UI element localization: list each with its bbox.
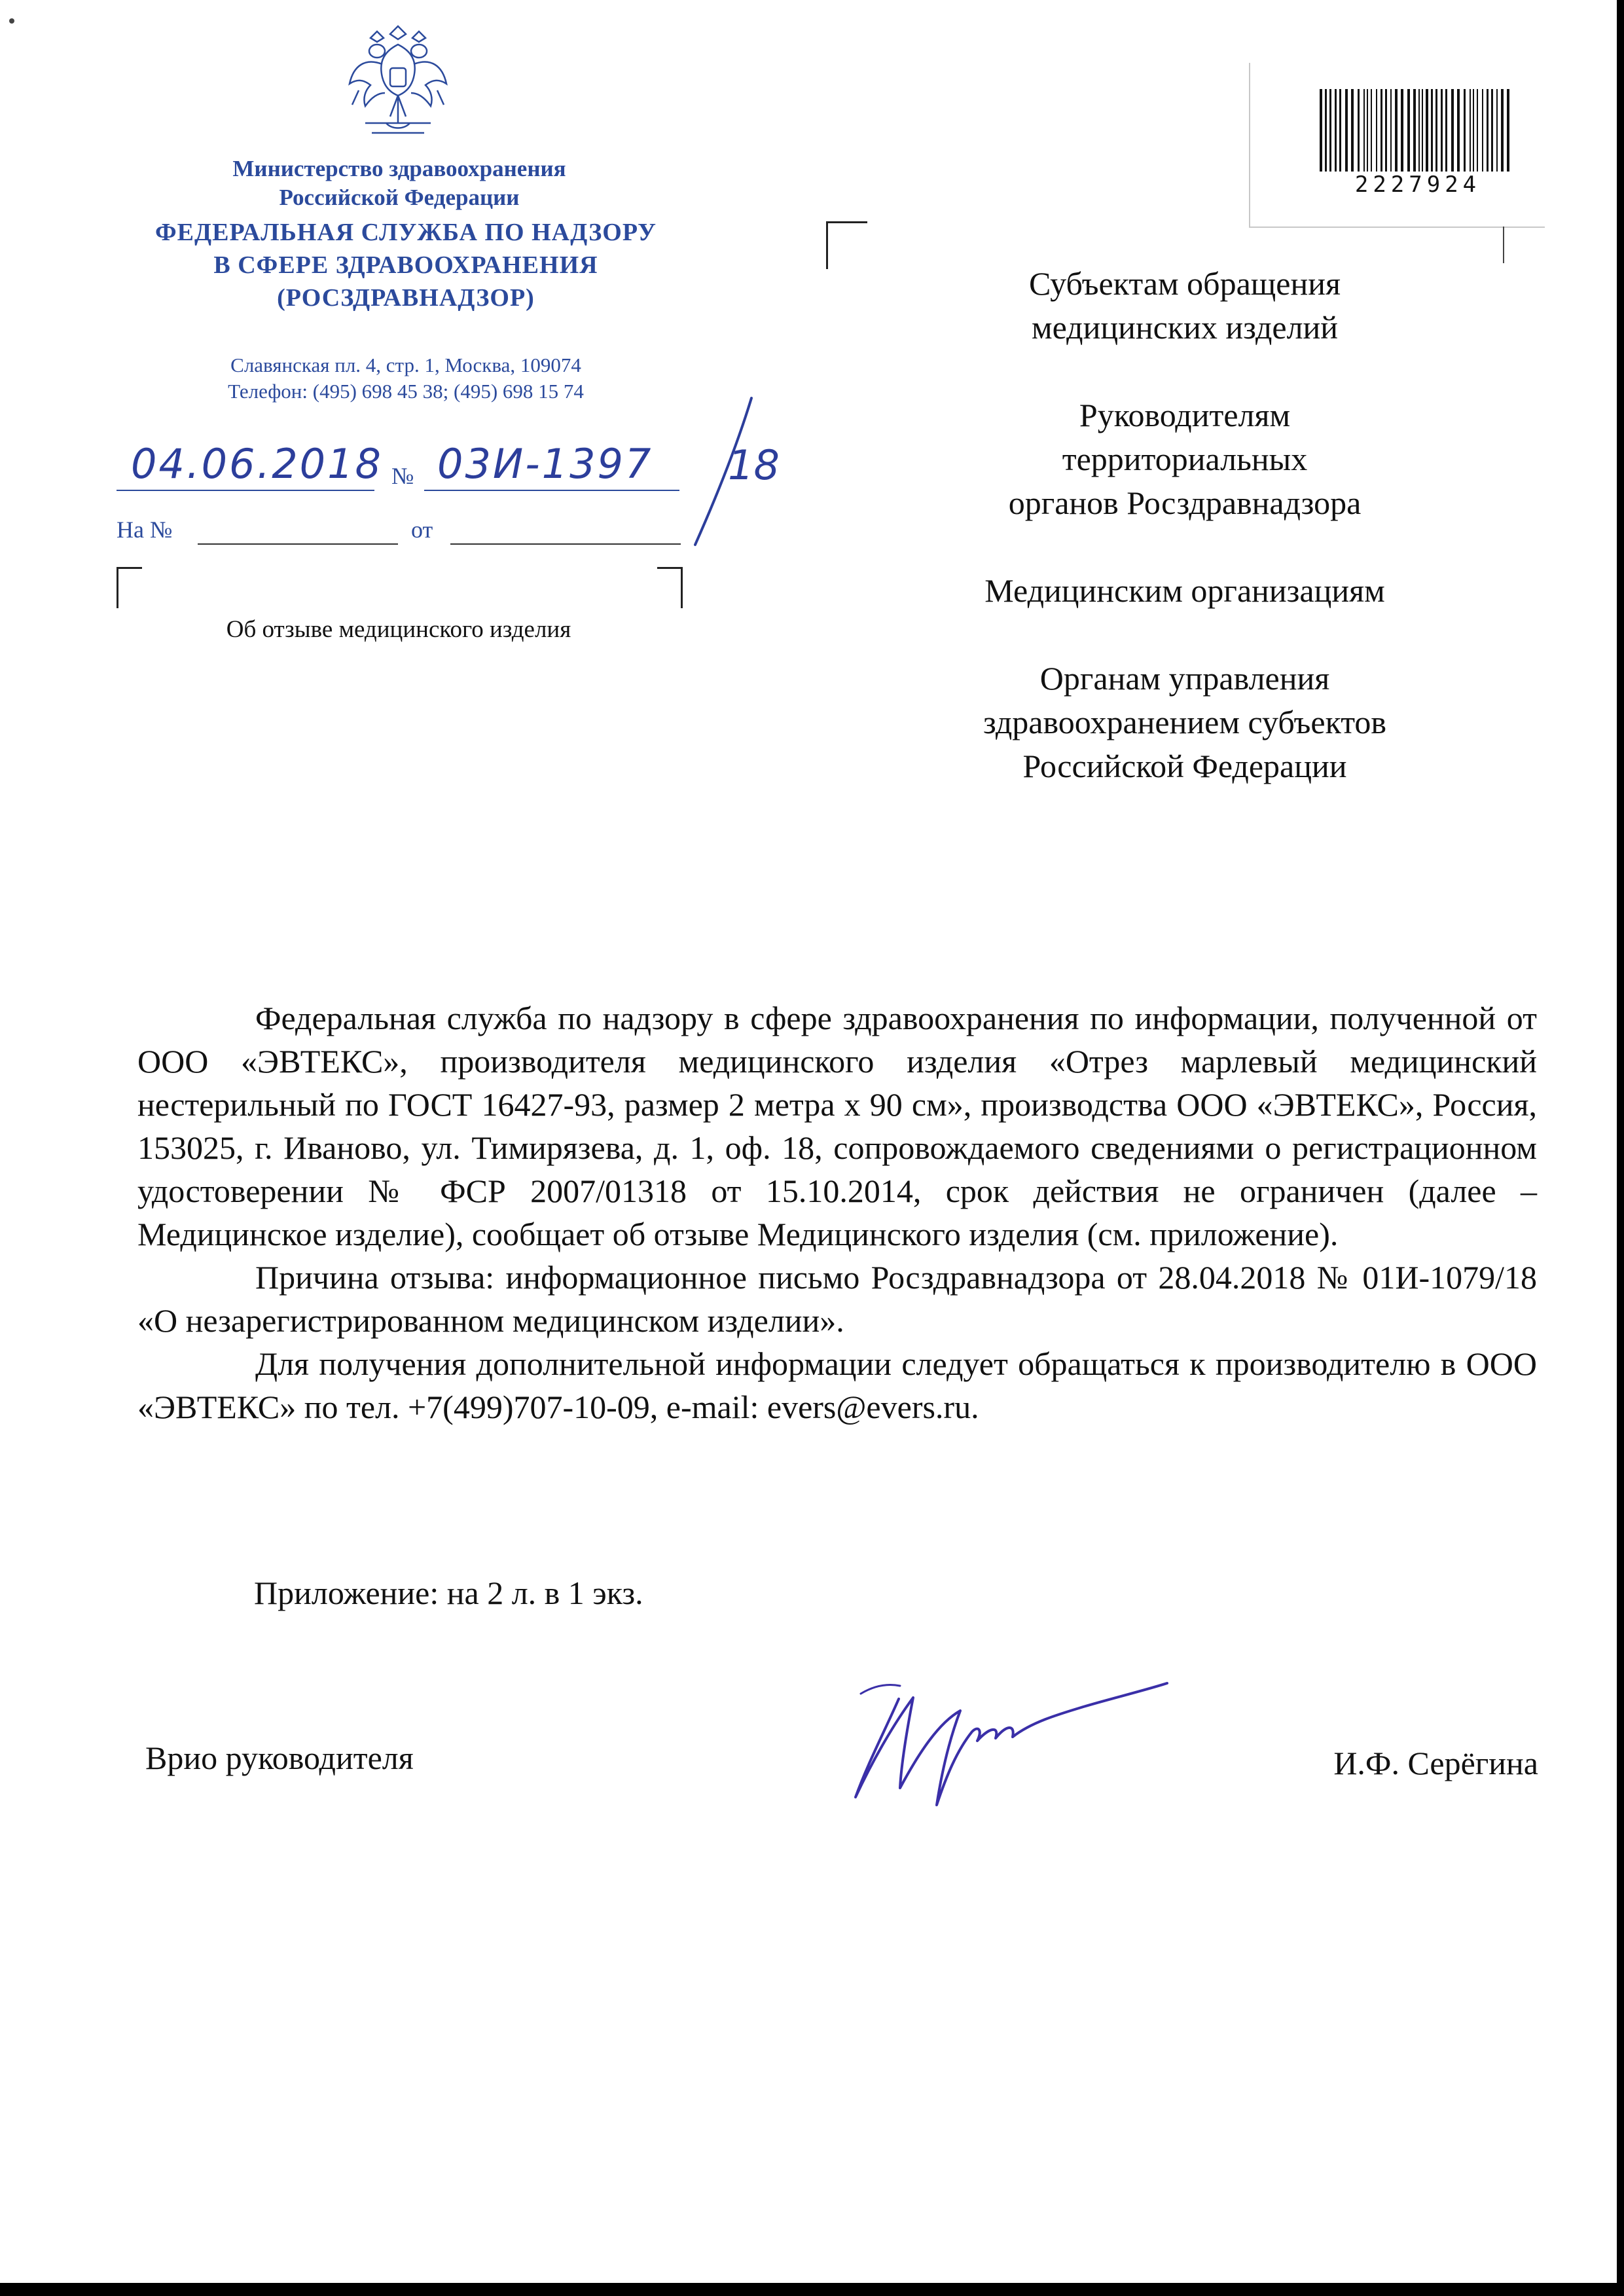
ministry-line: Министерство здравоохранения <box>232 156 566 181</box>
barcode-bar <box>1445 89 1447 172</box>
barcode-bar <box>1431 89 1433 172</box>
barcode-bar <box>1401 89 1403 172</box>
handwritten-signature <box>821 1660 1168 1817</box>
barcode-bar <box>1477 89 1478 172</box>
barcode-bar <box>1413 89 1416 172</box>
barcode-bar <box>1385 89 1387 172</box>
letterhead-address: Славянская пл. 4, стр. 1, Москва, 109074 <box>230 354 581 376</box>
subject-bracket-left <box>117 567 142 608</box>
addressee-bracket-right <box>1503 227 1504 263</box>
reply-to-label: На № <box>117 517 173 543</box>
attachment-note: Приложение: на 2 л. в 1 экз. <box>254 1575 643 1611</box>
barcode-bar <box>1441 89 1443 172</box>
double-headed-eagle-emblem-icon <box>346 25 450 144</box>
barcode-bar <box>1426 89 1428 172</box>
signer-name: И.Ф. Серёгина <box>1333 1745 1538 1781</box>
barcode-bar <box>1395 89 1398 172</box>
addressee-line: органов Росздравнадзора <box>1008 484 1362 521</box>
barcode-bar <box>1376 89 1377 172</box>
barcode-bar <box>1470 89 1471 172</box>
letterhead-phone: Телефон: (495) 698 45 38; (495) 698 15 74 <box>228 380 584 403</box>
addressee-group <box>910 657 1460 788</box>
body-paragraph: Для получения дополнительной информации следует обращаться к производителю в ООО «ЭВТЕКС» по тел. +7(499)707-10-09, e-mail: evers@evers.ru. <box>137 1345 1537 1425</box>
barcode-bar <box>1457 89 1460 172</box>
barcode-bar <box>1325 89 1327 172</box>
service-line: (РОСЗДРАВНАДЗОР) <box>277 284 535 312</box>
barcode-bar <box>1473 89 1474 172</box>
addressee-line: Субъектам обращения <box>1029 265 1341 302</box>
addressee-line: здравоохранением субъектов <box>983 704 1387 740</box>
registration-number-line <box>424 490 679 491</box>
barcode-bar <box>1363 89 1365 172</box>
barcode-bar <box>1335 89 1337 172</box>
registration-date-line <box>117 490 374 491</box>
ministry-line: Российской Федерации <box>279 185 520 210</box>
addressee-group <box>910 393 1460 525</box>
addressee-line: Органам управления <box>1039 660 1330 697</box>
addressee-block <box>910 262 1460 788</box>
addressee-bracket-left <box>826 221 867 269</box>
body-paragraph: Причина отзыва: информационное письмо Росздравнадзора от 28.04.2018 № 01И-1079/18 «О незарегистрированном медицинском изделии». <box>137 1259 1537 1339</box>
scan-edge-right <box>1617 0 1624 2296</box>
barcode-bar <box>1345 89 1348 172</box>
barcode-bar <box>1329 89 1331 172</box>
registration-year-suffix: 18 <box>728 441 780 489</box>
service-line: ФЕДЕРАЛЬНАЯ СЛУЖБА ПО НАДЗОРУ <box>155 219 657 246</box>
barcode-bar <box>1358 89 1360 172</box>
reply-to-number-line <box>198 543 398 545</box>
reply-from-date-line <box>450 543 681 545</box>
addressee-line: Российской Федерации <box>1022 748 1347 784</box>
service-name <box>131 216 681 314</box>
scan-speck <box>9 18 14 24</box>
barcode-bar <box>1482 89 1483 172</box>
barcode-number: 2227924 <box>1354 172 1481 198</box>
registration-number: 03И-1397 <box>437 440 653 488</box>
barcode-bar <box>1501 89 1504 172</box>
service-line: В СФЕРЕ ЗДРАВООХРАНЕНИЯ <box>213 251 598 279</box>
barcode-bar <box>1464 89 1466 172</box>
barcode-bar <box>1351 89 1354 172</box>
ministry-name <box>164 155 635 212</box>
barcode-bar <box>1451 89 1454 172</box>
signer-position: Врио руководителя <box>145 1740 414 1776</box>
letter-body <box>137 996 1537 1429</box>
barcode-bar <box>1339 89 1341 172</box>
barcode-bar <box>1496 89 1498 172</box>
registration-date: 04.06.2018 <box>131 440 383 488</box>
barcode-bar <box>1422 89 1423 172</box>
addressee-group <box>910 569 1460 613</box>
barcode-bar <box>1320 89 1322 172</box>
barcode-bar <box>1371 89 1372 172</box>
barcode-icon <box>1320 89 1516 172</box>
registration-number-sign: № <box>391 463 414 489</box>
body-paragraph: Федеральная служба по надзору в сфере здравоохранения по информации, полученной от ООО «ЭВТЕКС», производителя медицинского изделия «Отрез марлевый медицинский нестерильный по ГОСТ 16427-93, размер 2 метра х 90 см», производства ООО «ЭВТЕКС», Россия, 153025, г. Иваново, ул. Тимирязева, д. 1, оф. 18, сопровождаемого сведениями о регистрационном удостоверении № ФСР 2007/01318 от 15.10.2014, срок действия не ограничен (далее – Медицинское изделие), сообщает об отзыве Медицинского изделия (см. приложение). <box>137 1000 1537 1252</box>
subject-bracket-right <box>657 567 683 608</box>
barcode-bar <box>1367 89 1368 172</box>
barcode-bar <box>1407 89 1410 172</box>
letter-subject: Об отзыве медицинского изделия <box>226 616 571 643</box>
reply-from-label: от <box>411 517 433 543</box>
addressee-line: Руководителям <box>1079 397 1291 433</box>
barcode-bar <box>1390 89 1392 172</box>
addressee-group <box>910 262 1460 350</box>
barcode-bar <box>1418 89 1420 172</box>
addressee-line: территориальных <box>1062 441 1308 477</box>
barcode-bar <box>1491 89 1493 172</box>
barcode-bar <box>1507 89 1509 172</box>
addressee-line: Медицинским организациям <box>984 572 1385 609</box>
barcode-bar <box>1435 89 1437 172</box>
addressee-line: медицинских изделий <box>1031 309 1339 346</box>
scan-edge-bottom <box>0 2283 1624 2296</box>
barcode-bar <box>1487 89 1489 172</box>
barcode-bar <box>1380 89 1382 172</box>
letterhead-contacts <box>131 352 681 405</box>
